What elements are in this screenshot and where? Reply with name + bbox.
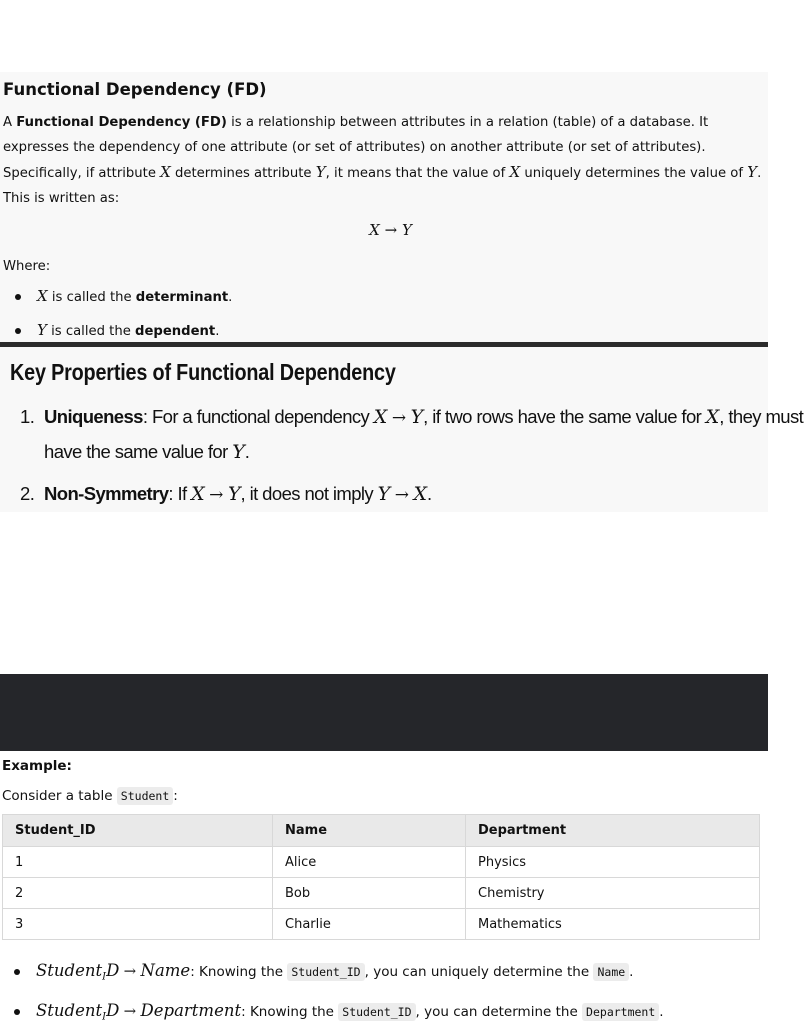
table-name-code: Student	[117, 787, 173, 805]
example-section	[0, 751, 768, 1024]
intro-text-2: determines attribute	[170, 166, 316, 181]
intro-text-4: uniquely determines the value of	[520, 166, 748, 181]
table-header-row	[3, 815, 760, 847]
column-header: Name	[273, 815, 466, 847]
math-lhs: Student	[36, 961, 103, 980]
bullet-end: .	[228, 290, 233, 305]
math-x: X	[413, 483, 428, 505]
code-student-id: Student_ID	[287, 963, 364, 981]
fd-example-name	[2, 954, 768, 994]
dependent-term: dependent	[135, 324, 216, 339]
bullet-text: is called the	[47, 290, 136, 305]
math-lhs: Student	[36, 1000, 103, 1020]
math-x: X	[37, 287, 48, 305]
formula-x: X	[369, 221, 380, 239]
property-uniqueness	[10, 400, 804, 469]
table-cell: Charlie	[273, 909, 466, 940]
math-y: Y	[227, 483, 241, 505]
table-cell: Mathematics	[466, 909, 760, 940]
fd-heading: Functional Dependency (FD)	[3, 80, 267, 99]
code-department: Department	[582, 1003, 659, 1021]
item-text: , it does not imply	[240, 483, 378, 504]
determinant-term: determinant	[135, 290, 229, 305]
bullet-text: is called the	[46, 324, 135, 339]
property-non-symmetry	[10, 477, 804, 512]
intro-text-5: . This is written as:	[3, 166, 762, 206]
math-rhs: Department	[140, 1000, 242, 1020]
item-text: , you can uniquely determine the	[364, 964, 594, 980]
math-arrow: →	[209, 485, 224, 505]
math-y: Y	[377, 483, 391, 505]
key-properties-section	[0, 347, 804, 512]
code-student-id: Student_ID	[338, 1003, 415, 1021]
item-text: .	[629, 964, 634, 980]
consider-line	[2, 788, 768, 804]
table-cell: Physics	[466, 847, 760, 878]
table-row	[3, 847, 760, 878]
item-number: 1.	[20, 406, 35, 427]
fd-examples-list	[2, 954, 768, 1033]
math-y: Y	[747, 163, 758, 181]
table-cell: Alice	[273, 847, 466, 878]
math-arrow: →	[123, 1001, 137, 1020]
math-arrow: →	[391, 408, 407, 428]
bullet-end: .	[215, 324, 220, 339]
definition-list	[3, 280, 768, 348]
table-cell: 1	[3, 847, 273, 878]
fd-section	[0, 72, 768, 342]
list-item-determinant	[3, 280, 768, 314]
math-arrow: →	[394, 485, 409, 505]
math-y: Y	[232, 441, 245, 463]
math-y: Y	[37, 321, 47, 339]
column-header: Department	[466, 815, 760, 847]
intro-prefix: A	[3, 115, 17, 130]
column-header: Student_ID	[3, 815, 273, 847]
item-text: .	[244, 441, 250, 462]
item-text: , you can determine the	[415, 1003, 583, 1020]
intro-text-3: , it means that the value of	[325, 166, 510, 181]
consider-colon: :	[173, 788, 178, 804]
item-number: 2.	[20, 483, 35, 504]
math-rhs: Name	[140, 961, 191, 980]
table-cell: Bob	[273, 878, 466, 909]
item-text: .	[427, 483, 432, 504]
uniqueness-term: Uniqueness	[44, 406, 143, 427]
key-properties-heading: Key Properties of Functional Dependency	[10, 359, 396, 385]
item-text: : Knowing the	[190, 964, 288, 980]
math-x: X	[705, 406, 720, 428]
formula-y: Y	[401, 221, 412, 239]
code-name: Name	[593, 963, 629, 981]
fd-intro-paragraph	[3, 111, 773, 211]
math-arrow: →	[123, 962, 137, 980]
table-cell: Chemistry	[466, 878, 760, 909]
properties-list	[10, 400, 804, 512]
student-table	[2, 814, 760, 940]
math-lhs-end: D	[106, 1000, 120, 1020]
example-heading: Example:	[2, 758, 72, 774]
math-y: Y	[315, 163, 326, 181]
table-cell: 3	[3, 909, 273, 940]
fd-formula	[3, 221, 768, 239]
math-x: X	[509, 163, 521, 181]
table-row	[3, 909, 760, 940]
math-x: X	[373, 406, 388, 428]
math-lhs-end: D	[106, 961, 120, 980]
non-symmetry-term: Non-Symmetry	[44, 483, 169, 504]
dark-band	[0, 674, 768, 751]
formula-arrow: →	[384, 221, 398, 239]
math-subscript: I	[102, 971, 107, 983]
item-text: : Knowing the	[241, 1003, 339, 1020]
consider-text: Consider a table	[2, 788, 117, 804]
item-text: : For a functional dependency	[142, 406, 374, 427]
math-y: Y	[410, 406, 424, 428]
item-text: .	[659, 1003, 664, 1020]
item-text: , if two rows have the same value for	[423, 406, 706, 427]
item-text: , they must have the same value for	[44, 406, 804, 462]
math-x: X	[160, 163, 171, 181]
math-x: X	[191, 483, 205, 505]
item-text: : If	[168, 483, 192, 504]
math-subscript: I	[102, 1011, 107, 1023]
table-cell: 2	[3, 878, 273, 909]
fd-example-department	[2, 994, 768, 1033]
table-row	[3, 878, 760, 909]
intro-text: is a relationship between attributes in a relation (table) of a database. It expresses the dependency of one attribute (or set of attributes) on another attribute (or set of attributes). Specifically, if attribute	[3, 115, 709, 181]
intro-bold-term: Functional Dependency (FD)	[16, 115, 227, 130]
where-label: Where:	[3, 259, 51, 274]
